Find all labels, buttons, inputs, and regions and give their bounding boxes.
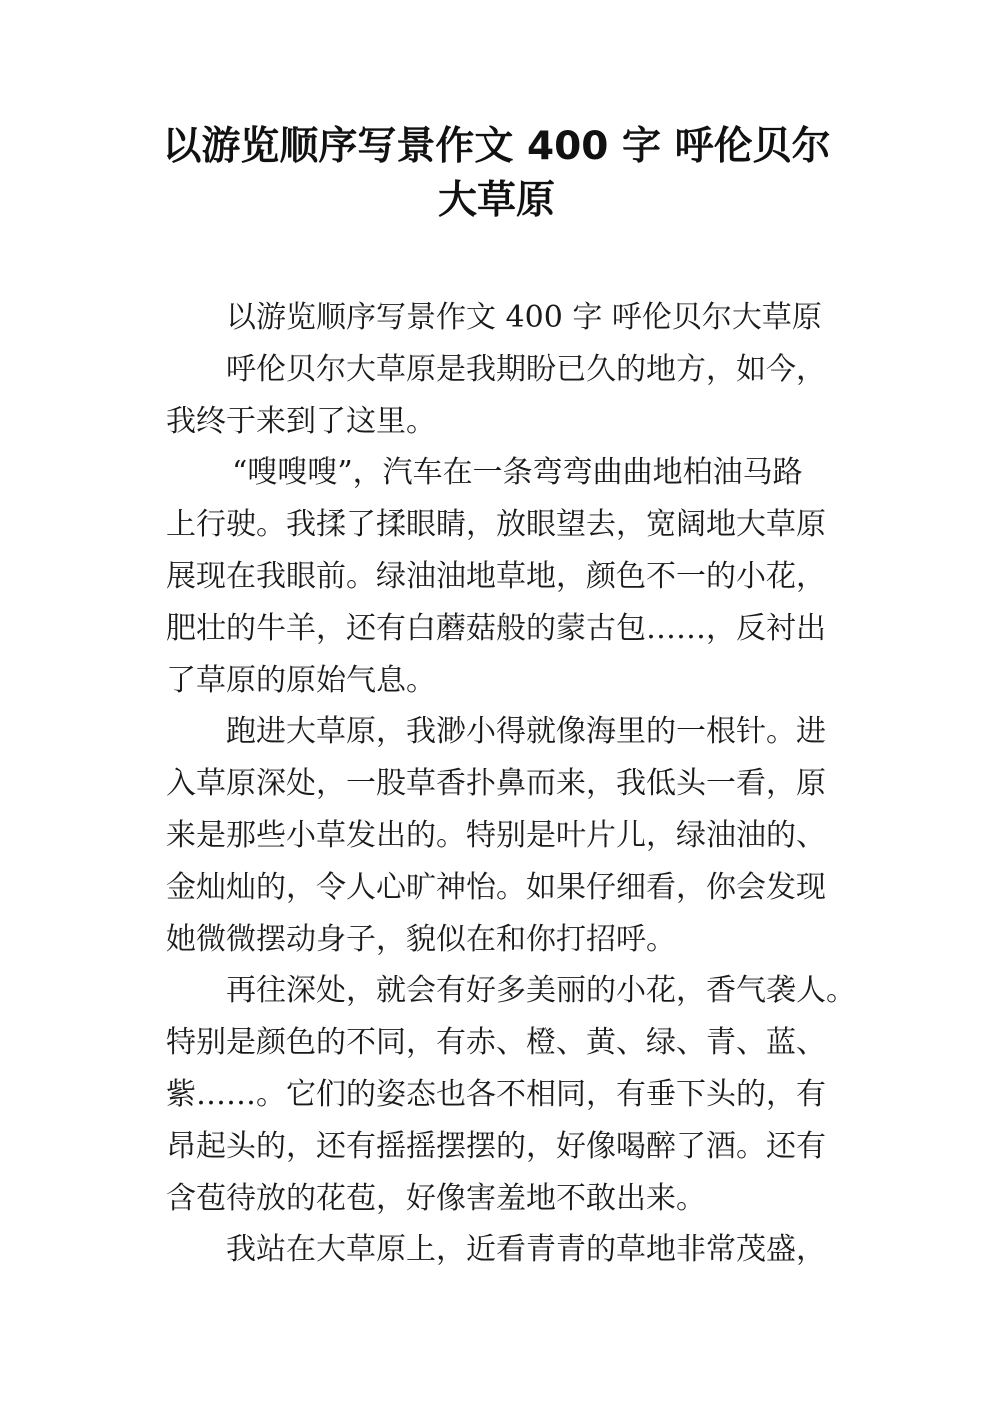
subtitle-line: 以游览顺序写景作文 400 字 呼伦贝尔大草原: [226, 300, 822, 335]
title-line: 以游览顺序写景作文 400 字 呼伦贝尔: [162, 124, 831, 169]
document-body: [166, 292, 856, 1276]
paragraph-line: 肥壮的牛羊，还有白蘑菇般的蒙古包……，反衬出: [166, 610, 826, 646]
paragraph-line: 金灿灿的，令人心旷神怡。如果仔细看，你会发现: [166, 869, 826, 905]
paragraph-line: 上行驶。我揉了揉眼睛，放眼望去，宽阔地大草原: [166, 507, 826, 543]
paragraph-line: 呼伦贝尔大草原是我期盼已久的地方，如今，: [226, 351, 826, 387]
title-line: 大草原: [437, 178, 555, 223]
paragraph-line: 来是那些小草发出的。特别是叶片儿，绿油油的、: [166, 817, 826, 853]
document-title: [150, 120, 843, 228]
paragraph-line: 跑进大草原，我渺小得就像海里的一根针。进: [226, 714, 826, 750]
paragraph-line: 我终于来到了这里。: [166, 403, 436, 439]
paragraph-line: 我站在大草原上，近看青青的草地非常茂盛，: [226, 1232, 826, 1268]
paragraph-line: 她微微摆动身子，貌似在和你打招呼。: [166, 921, 676, 957]
paragraph-line: 含苞待放的花苞，好像害羞地不敢出来。: [166, 1180, 706, 1216]
paragraph-line: 紫……。它们的姿态也各不相同，有垂下头的，有: [166, 1076, 826, 1112]
paragraph-line: 再往深处，就会有好多美丽的小花，香气袭人。: [226, 973, 856, 1009]
paragraph-line: 特别是颜色的不同，有赤、橙、黄、绿、青、蓝、: [166, 1025, 826, 1061]
paragraph-line: 昂起头的，还有摇摇摆摆的，好像喝醉了酒。还有: [166, 1128, 826, 1164]
paragraph-line: 了草原的原始气息。: [166, 662, 436, 698]
paragraph-line: “嗖嗖嗖”，汽车在一条弯弯曲曲地柏油马路: [232, 455, 803, 491]
paragraph-line: 入草原深处，一股草香扑鼻而来，我低头一看，原: [166, 766, 826, 802]
paragraph-line: 展现在我眼前。绿油油地草地，颜色不一的小花，: [166, 558, 826, 594]
